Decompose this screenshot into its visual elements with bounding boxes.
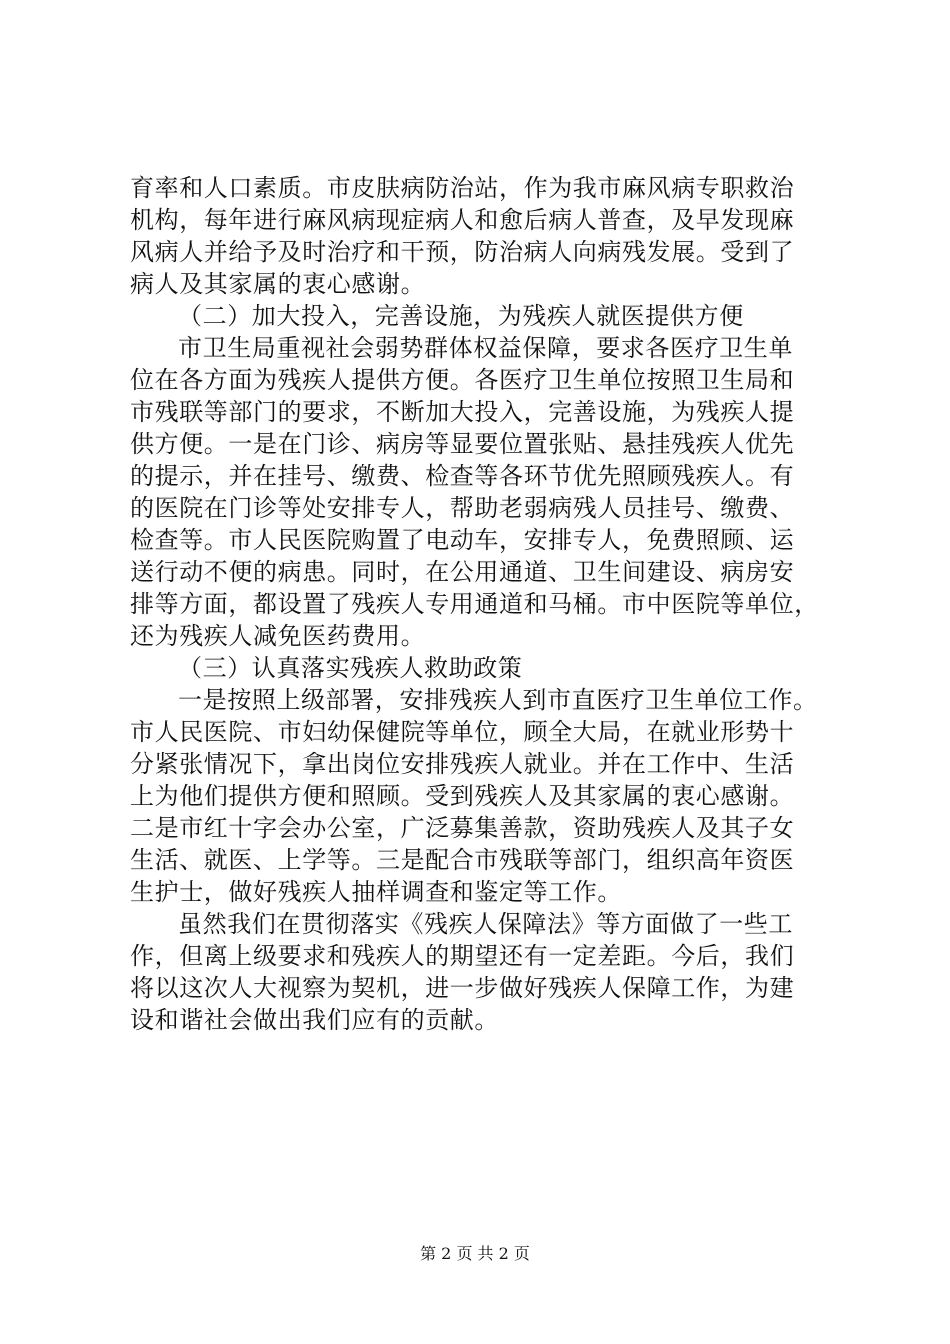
body-line: 设和谐社会做出我们应有的贡献。: [130, 1006, 499, 1034]
body-line: 市残联等部门的要求，不断加大投入，完善设施，为残疾人提: [130, 398, 795, 426]
body-line: 送行动不便的病患。同时，在公用通道、卫生间建设、病房安: [130, 558, 795, 586]
body-line: 市卫生局重视社会弱势群体权益保障，要求各医疗卫生单: [178, 334, 793, 362]
body-line: 机构，每年进行麻风病现症病人和愈后病人普查，及早发现麻: [130, 206, 795, 234]
body-line: 虽然我们在贯彻落实《残疾人保障法》等方面做了一些工: [178, 910, 793, 938]
body-line: 风病人并给予及时治疗和干预，防治病人向病残发展。受到了: [130, 238, 795, 266]
body-line: 检查等。市人民医院购置了电动车，安排专人，免费照顾、运: [130, 526, 795, 554]
body-line: 供方便。一是在门诊、病房等显要位置张贴、悬挂残疾人优先: [130, 430, 795, 458]
body-line: 育率和人口素质。市皮肤病防治站，作为我市麻风病专职救治: [130, 174, 795, 202]
document-body: [130, 172, 830, 1036]
page-footer: [0, 1244, 950, 1264]
body-line: 排等方面，都设置了残疾人专用通道和马桶。市中医院等单位，: [130, 590, 819, 618]
body-line: 生护士，做好残疾人抽样调查和鉴定等工作。: [130, 878, 622, 906]
body-line: 二是市红十字会办公室，广泛募集善款，资助残疾人及其子女: [130, 814, 795, 842]
section-heading: （三）认真落实残疾人救助政策: [178, 654, 523, 682]
section-heading: （二）加大投入，完善设施，为残疾人就医提供方便: [178, 302, 744, 330]
body-line: 位在各方面为残疾人提供方便。各医疗卫生单位按照卫生局和: [130, 366, 795, 394]
body-line: 作，但离上级要求和残疾人的期望还有一定差距。今后，我们: [130, 942, 795, 970]
body-line: 的医院在门诊等处安排专人，帮助老弱病残人员挂号、缴费、: [130, 494, 795, 522]
body-line: 一是按照上级部署，安排残疾人到市直医疗卫生单位工作。: [178, 686, 818, 714]
body-line: 将以这次人大视察为契机，进一步做好残疾人保障工作，为建: [130, 974, 795, 1002]
page-number: 第 2 页 共 2 页: [420, 1244, 530, 1263]
body-line: 的提示，并在挂号、缴费、检查等各环节优先照顾残疾人。有: [130, 462, 795, 490]
body-line: 上为他们提供方便和照顾。受到残疾人及其家属的衷心感谢。: [130, 782, 795, 810]
body-line: 市人民医院、市妇幼保健院等单位，顾全大局，在就业形势十: [130, 718, 795, 746]
body-line: 病人及其家属的衷心感谢。: [130, 270, 426, 298]
body-line: 分紧张情况下，拿出岗位安排残疾人就业。并在工作中、生活: [130, 750, 795, 778]
body-line: 生活、就医、上学等。三是配合市残联等部门，组织高年资医: [130, 846, 795, 874]
body-line: 还为残疾人减免医药费用。: [130, 622, 426, 650]
